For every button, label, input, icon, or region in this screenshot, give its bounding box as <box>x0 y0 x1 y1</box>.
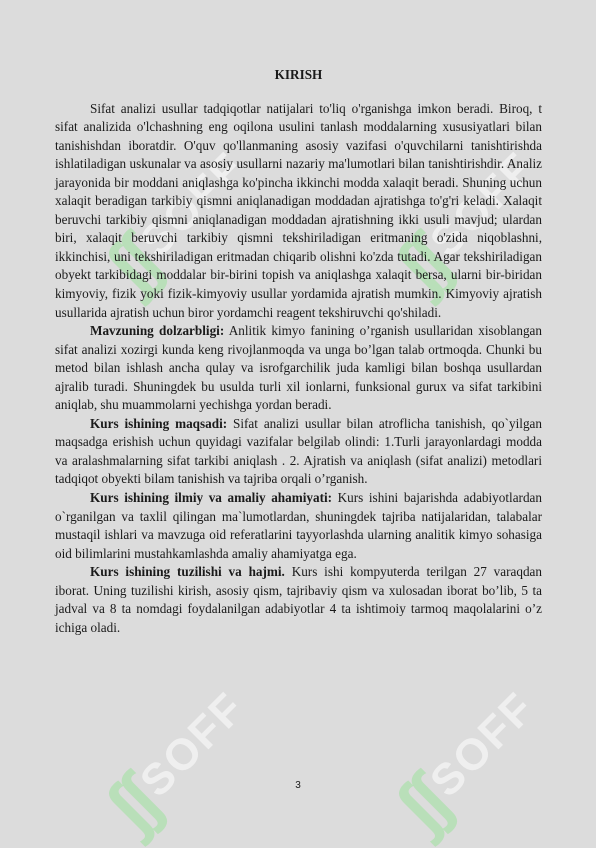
watermark-text: SOFF <box>130 143 255 267</box>
watermark-text: SOFF <box>420 683 545 807</box>
document-body <box>55 66 542 637</box>
paragraph <box>55 322 542 415</box>
watermark-logo-icon: ʃʃ <box>90 225 173 308</box>
paragraph-lead: Kurs ishining ilmiy va amaliy ahamiyati: <box>90 490 333 506</box>
paragraph-lead: Mavzuning dolzarbligi: <box>90 323 225 339</box>
watermark-text: SOFF <box>420 143 545 267</box>
paragraph <box>55 100 542 323</box>
page-title: KIRISH <box>274 67 323 82</box>
paragraph-text: Kurs ishi kompyuterda terilgan 27 varaqdan iborat. Uning tuzilishi kirish, asosiy qism, tajribaviy qism va xulosadan iborat bo’lib, 5 ta jadval va 8 ta nomdagi foydalanilgan adabiyotlar 4 ta ishtimoiy tarmoq maqolalarini o’z ichiga oladi. <box>55 564 542 635</box>
paragraph-text: Kurs ishini bajarishda adabiyotlardan o`rganilgan va taxlil qilingan ma`lumotlardan, shuningdek tajriba natijalaridan, talabalar mustaqil ishlari va mavzuga oid referatlarini tayyorlashda ularning analitik kimyo sohasiga oid bilimlarini mustahkamlashda amaliy ahamiyatga ega. <box>55 490 542 561</box>
watermark <box>380 672 556 848</box>
paragraph-text: Anlitik kimyo fanining o’rganish usullaridan xisoblangan sifat analizi xozirgi kunda keng rivojlanmoqda va unga bo’lgan talab ortmoqda. Chunki bu metod bilan ishlash ancha qulay va isrofgarchilik juda kamligi bilan boshqa usullardan ajralib turadi. Shuningdek bu usulda turli xil ionlarni, funksional gurux va sifat tarkibini aniqlab, shu muammolarni yechishga yordan beradi. <box>55 323 542 413</box>
paragraph-lead: Kurs ishining maqsadi: <box>90 415 228 431</box>
watermark <box>90 672 266 848</box>
paragraph-text: Sifat analizi usullar bilan atroflicha tanishish, qo`yilgan maqsadga erishish uchun quyidagi vazifalar belgilab olindi: 1.Turli jarayonlardagi modda va aralashmalarning sifat tarkibi aniqlash . 2. Ajratish va aniqlash (sifat analizi) metodlari tadqiqot obyekti bilam tanishish va tajriba orqali o’rganish. <box>55 415 542 487</box>
watermark-text: SOFF <box>130 683 255 807</box>
watermark-logo-icon: ʃʃ <box>380 765 463 848</box>
paragraph-lead: Kurs ishining tuzilishi va hajmi. <box>90 564 285 580</box>
watermark-logo-icon: ʃʃ <box>90 765 173 848</box>
watermark-logo-icon: ʃʃ <box>380 225 463 308</box>
paragraph <box>55 415 542 489</box>
paragraph <box>55 489 542 563</box>
paragraph-text: Sifat analizi usullar tadqiqotlar natijalari to'liq o'rganishga imkon beradi. Biroq, t sifat analizida o'lchashning eng oqilona usulini tanlash moddalarning xususiyatlari bilan tanishishdan iboratdir. O'quv qo'llanmaning asosiy vazifasi o'quvchilarni tanishtirishda ishlatiladigan uskunalar va asosiy usullarni nazariy ma'lumotlari bilan tanishtirishdir. Analiz jarayonida bir moddani aniqlashga ko'pincha ikkinchi modda xalaqit beradi. Shuning uchun xalaqit beradigan tarkibiy qismni aniqlanadigan moddadan ajratishga to'g'ri keladi. Xalaqit beruvchi tarkibiy qismni aniqlanadigan moddadan ajratishning ikki usuli mavjud; ulardan biri, xalaqit beruvchi tarkibiy qismni tekshiriladigan eritmaning o'zida niqoblashni, ikkinchisi, uni tekshiriladigan eritmadan chiqarib olishni ko'zda tutadi. Agar tekshiriladigan obyekt tarkibidagi moddalar bir-birini topish va aniqlashga xalaqit bersa, ularni bir-biridan kimyoviy, fizik yoki fizik-kimyoviy usullar yordamida ajratish mumkin. Kimyoviy ajratish usullarida ajratish uchun biror yordamchi reagent tekshiruvchi qo'shiladi. <box>55 100 542 320</box>
page-number: 3 <box>295 780 301 791</box>
paragraph <box>55 563 542 637</box>
